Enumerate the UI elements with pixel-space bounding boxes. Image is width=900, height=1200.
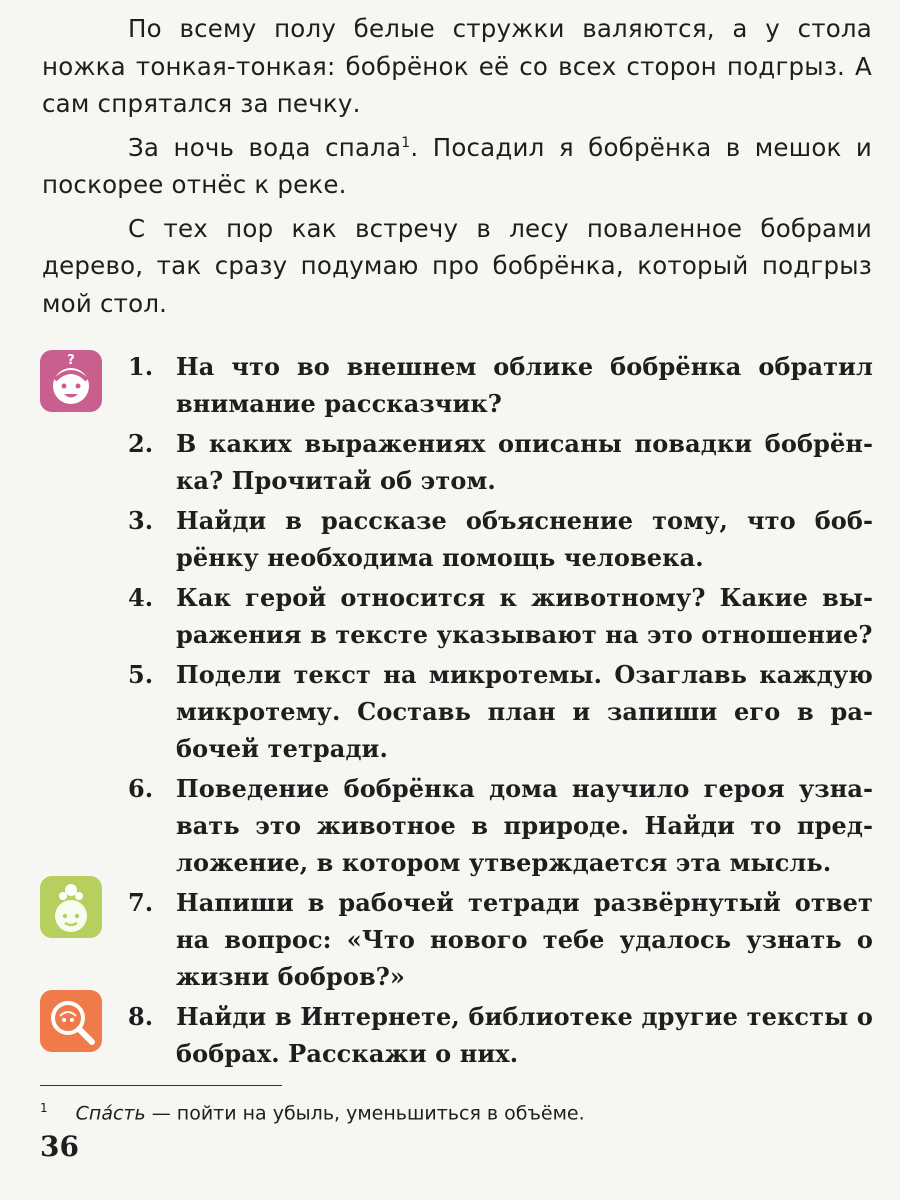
question-text: В каких выражениях описаны повадки бобрёнка? Прочитай об этом. (176, 429, 873, 495)
question-7 (128, 884, 873, 995)
question-4 (128, 579, 873, 653)
question-1 (128, 348, 873, 422)
story-paragraph-2-start: За ночь вода спала (128, 132, 402, 162)
question-6 (128, 770, 873, 881)
thinking-face-icon (40, 350, 102, 412)
question-text: Напиши в рабочей тетради развёрнутый ответ на вопрос: «Что нового тебе удалось узнать о жизни бобров?» (176, 888, 873, 991)
svg-text:?: ? (67, 353, 75, 368)
story-paragraph-2-end: . Посадил я бобрёнка в мешок и поскорее отнёс к реке. (42, 132, 872, 199)
question-5 (128, 656, 873, 767)
question-text: Поведение бобрёнка дома научило героя узнавать это животное в природе. Найди то предложение, в котором утверждается эта мысль. (176, 774, 873, 877)
question-2 (128, 425, 873, 499)
footnote (40, 1094, 585, 1127)
question-text: Подели текст на микротемы. Озаглавь каждую микротему. Составь план и запиши его в рабочей тетради. (176, 660, 873, 763)
question-text: Как герой относится к животному? Какие выражения в тексте указывают на это отношение? (176, 583, 873, 649)
footnote-reference: 1 (401, 134, 411, 151)
question-number: 4. (128, 583, 154, 612)
question-number: 6. (128, 774, 154, 803)
footnote-divider (40, 1085, 282, 1086)
story-text (42, 10, 872, 328)
workbook-icon (40, 876, 102, 938)
question-8 (128, 998, 873, 1072)
question-number: 1. (128, 352, 154, 381)
search-internet-icon (40, 990, 102, 1052)
question-number: 8. (128, 1002, 154, 1031)
question-number: 5. (128, 660, 154, 689)
page-number: 36 (40, 1130, 79, 1163)
question-number: 7. (128, 888, 154, 917)
question-text: Найди в рассказе объяснение тому, что бобрёнку необходима помощь человека. (176, 506, 873, 572)
footnote-definition: — пойти на убыль, уменьшиться в объёме. (145, 1102, 585, 1125)
question-3 (128, 502, 873, 576)
footnote-term: Спа́сть (75, 1102, 146, 1125)
question-text: Найди в Интернете, библиотеке другие тексты о бобрах. Расскажи о них. (176, 1002, 873, 1068)
question-text: На что во внешнем облике бобрёнка обратил внимание рассказчик? (176, 352, 873, 418)
story-paragraph-2 (42, 129, 872, 204)
story-paragraph-3: С тех пор как встречу в лесу поваленное бобрами дерево, так сразу подумаю про бобрёнка, который подгрыз мой стол. (42, 213, 872, 318)
story-paragraph-1: По всему полу белые стружки валяются, а у стола ножка тонкая-тонкая: бобрёнок её со всех сторон подгрыз. А сам спрятался за печку. (42, 14, 872, 118)
question-number: 2. (128, 429, 154, 458)
question-number: 3. (128, 506, 154, 535)
footnote-mark: 1 (40, 1101, 48, 1115)
questions-list (128, 348, 873, 1075)
